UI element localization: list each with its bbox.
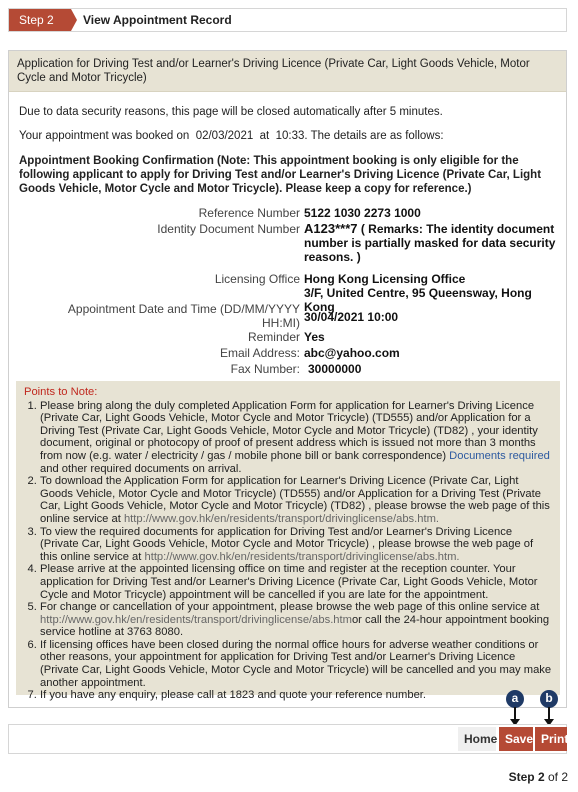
reference-number-label: Reference Number	[198, 206, 300, 220]
online-service-link[interactable]: http://www.gov.hk/en/residents/transport/drivinglicense/abs.htm.	[123, 512, 440, 525]
points-to-note-title: Points to Note:	[24, 386, 98, 398]
note-item: 4. Please arrive at the appointed licensing office on time and register at the reception counter. Your application for Driving Test and/or Learner's Driving Licence (Private Car, Light Goods Vehicle, Motor Cycle and Motor Tricycle) appointment will be cancelled if you are late for the appointment.	[40, 563, 552, 601]
appointment-record-panel	[8, 50, 567, 708]
note-item: 1. Please bring along the duly completed Application Form for application for Learner's Driving Licence (Private Car, Light Goods Vehicle, Motor Cycle and Motor Tricycle) (TD555) and/or Application for a Driving Test (Private Car, Light Goods Vehicle, Motor Cycle and Motor Tricycle) (TD82) , your identity document, original or photocopy of proof of present address which is issued not more than 3 months from now (e.g. water / electricity / gas / mobile phone bill or bank correspondence) Documents required and other required documents on arrival.	[40, 400, 552, 476]
identity-document-remark: ( Remarks: The identity document number is partially masked for data security reasons. )	[304, 222, 556, 264]
identity-document-value: A123***7	[304, 221, 358, 236]
note-item: 6. If licensing offices have been closed during the normal office hours for adverse weather conditions or other reasons, your appointment for application for Driving Test and/or Learner's Driving Licence (Private Car, Light Goods Vehicle, Motor Cycle and Motor Tricycle) will be cancelled and you may make another appointment.	[40, 639, 552, 689]
note-item: 3. To view the required documents for application for Driving Test and/or Learner's Driving Licence (Private Car, Light Goods Vehicle, Motor Cycle and Motor Tricycle) , please browse the web page of this online service at http://www.gov.hk/en/residents/transport/drivinglicense/abs.htm.	[40, 526, 552, 564]
points-to-note	[16, 381, 560, 702]
appointment-details	[19, 206, 556, 376]
online-service-link[interactable]: http://www.gov.hk/en/residents/transport/drivinglicense/abs.htm	[40, 613, 352, 626]
appointment-datetime-label: Appointment Date and Time (DD/MM/YYYY HH:MI)	[67, 302, 300, 330]
fax-value: 30000000	[308, 362, 362, 376]
security-note: Due to data security reasons, this page will be closed automatically after 5 minutes.	[19, 106, 443, 118]
licensing-office-address: 3/F, United Centre, 95 Queensway, Hong Kong	[304, 286, 532, 314]
step-counter: Step 2 of 2	[508, 770, 568, 784]
booking-info: Your appointment was booked on 02/03/2021 at 10:33. The details are as follows:	[19, 130, 444, 142]
points-to-note-list	[24, 400, 552, 702]
booking-confirmation-note: Appointment Booking Confirmation (Note: This appointment booking is only eligible for the following applicant to apply for Driving Test and/or Learner's Driving Licence (Private Car, Light Goods Vehicle, Motor Cycle and Motor Tricycle). Please keep a copy for reference.)	[19, 155, 542, 195]
action-bar	[8, 724, 567, 754]
save-button[interactable]: Save	[499, 727, 533, 751]
marker-b-badge: b	[540, 690, 558, 708]
fax-label: Fax Number:	[230, 362, 300, 376]
note-item: 2. To download the Application Form for application for Learner's Driving Licence (Private Car, Light Goods Vehicle, Motor Cycle and Motor Tricycle) (TD555) and/or Application for a Driving Test (Private Car, Light Goods Vehicle, Motor Cycle and Motor Tricycle) (TD82) , please browse the web page of this online service at http://www.gov.hk/en/residents/transport/drivinglicense/abs.htm.	[40, 475, 552, 525]
appointment-datetime-value: 30/04/2021 10:00	[304, 310, 399, 324]
licensing-office-value: Hong Kong Licensing Office	[304, 272, 466, 286]
reminder-label: Reminder	[247, 330, 300, 344]
marker-a-badge: a	[506, 690, 524, 708]
email-label: Email Address:	[219, 346, 300, 360]
step-badge: Step 2	[9, 9, 71, 31]
note-item-text: Please bring along the duly completed Application Form for application for Learner's Driving Licence (Private Car, Light Goods Vehicle, Motor Cycle and Motor Tricycle) (TD555) and/or Application for a Driving Test (Private Car, Light Goods Vehicle, Motor Cycle and Motor Tricycle) (TD82) , your identity document, original or photocopy of proof of present address which is issued not more than 3 months from now (e.g. water / electricity / gas / mobile phone bill or bank correspondence)	[40, 399, 538, 462]
online-service-link[interactable]: http://www.gov.hk/en/residents/transport/drivinglicense/abs.htm.	[144, 550, 460, 563]
home-button[interactable]: Home	[458, 727, 496, 751]
licensing-office-label: Licensing Office	[214, 272, 300, 286]
documents-required-link[interactable]: Documents required	[449, 449, 550, 462]
email-value: abc@yahoo.com	[304, 346, 400, 360]
print-button[interactable]: Print	[535, 727, 567, 751]
note-item: 5. For change or cancellation of your appointment, please browse the web page of this online service at http://www.gov.hk/en/residents/transport/drivinglicense/abs.htmor call the 24-hour appointment booking service hotline at 3763 8080.	[40, 601, 552, 639]
application-title: Application for Driving Test and/or Learner's Driving Licence (Private Car, Light Goods Vehicle, Motor Cycle and Motor Tricycle)	[9, 51, 566, 92]
identity-document-label: Identity Document Number	[157, 222, 300, 236]
reference-number-value: 5122 1030 2273 1000	[304, 206, 421, 220]
note-item: 7. If you have any enquiry, please call at 1823 and quote your reference number.	[40, 689, 552, 702]
step-bar	[8, 8, 567, 32]
reminder-value: Yes	[304, 330, 325, 344]
step-title: View Appointment Record	[83, 13, 232, 27]
